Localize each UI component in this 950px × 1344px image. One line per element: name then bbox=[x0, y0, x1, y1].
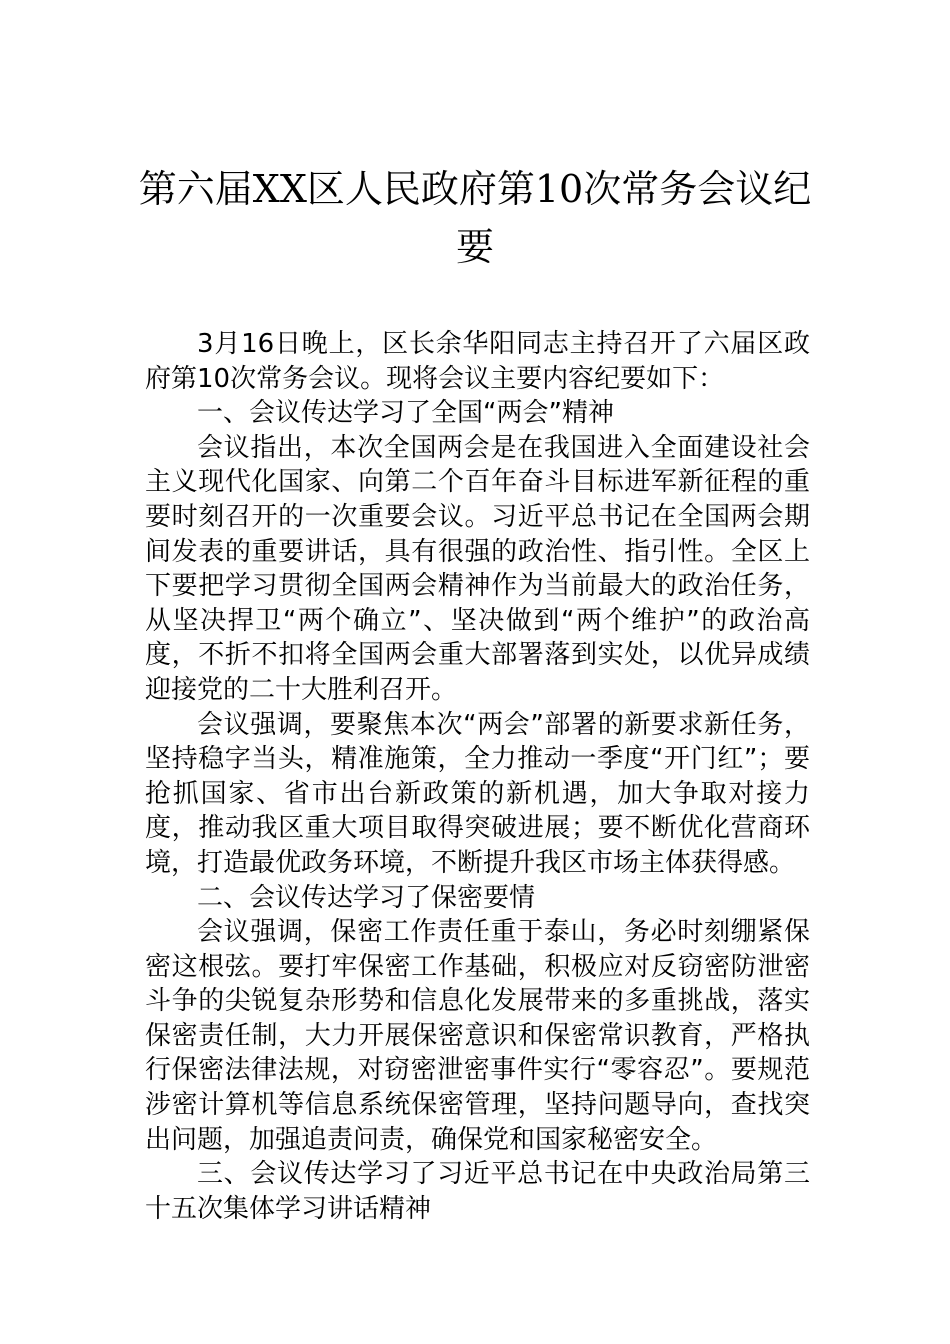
paragraph: 会议强调，要聚焦本次“两会”部署的新要求新任务，坚持稳字当头，精准施策，全力推动一季度“开门红”；要抢抓国家、省市出台新政策的新机遇，加大争取对接力度，推动我区重大项目取得突破进展；要不断优化营商环境，打造最优政务环境，不断提升我区市场主体获得感。 bbox=[145, 709, 810, 878]
section-heading-3: 三、会议传达学习了习近平总书记在中央政治局第三十五次集体学习讲话精神 bbox=[145, 1159, 810, 1224]
document-title: 第六届XX区人民政府第10次常务会议纪要 bbox=[138, 167, 812, 269]
paragraph: 会议强调，保密工作责任重于泰山，务必时刻绷紧保密这根弦。要打牢保密工作基础，积极应对反窃密防泄密斗争的尖锐复杂形势和信息化发展带来的多重挑战，落实保密责任制，大力开展保密意识和保密常识教育，严格执行保密法律法规，对窃密泄密事件实行“零容忍”。要规范涉密计算机等信息系统保密管理，坚持问题导向，查找突出问题，加强追责问责，确保党和国家秘密安全。 bbox=[145, 917, 810, 1155]
section-heading-2: 二、会议传达学习了保密要情 bbox=[197, 882, 536, 913]
document-body bbox=[145, 327, 810, 1226]
paragraph: 会议指出，本次全国两会是在我国进入全面建设社会主义现代化国家、向第二个百年奋斗目标进军新征程的重要时刻召开的一次重要会议。习近平总书记在全国两会期间发表的重要讲话，具有很强的政治性、指引性。全区上下要把学习贯彻全国两会精神作为当前最大的政治任务，从坚决捍卫“两个确立”、坚决做到“两个维护”的政治高度，不折不扣将全国两会重大部署落到实处，以优异成绩迎接党的二十大胜利召开。 bbox=[145, 432, 810, 705]
intro-paragraph: 3月16日晚上，区长余华阳同志主持召开了六届区政府第10次常务会议。现将会议主要内容纪要如下： bbox=[145, 329, 810, 394]
section-heading-1: 一、会议传达学习了全国“两会”精神 bbox=[197, 398, 614, 429]
